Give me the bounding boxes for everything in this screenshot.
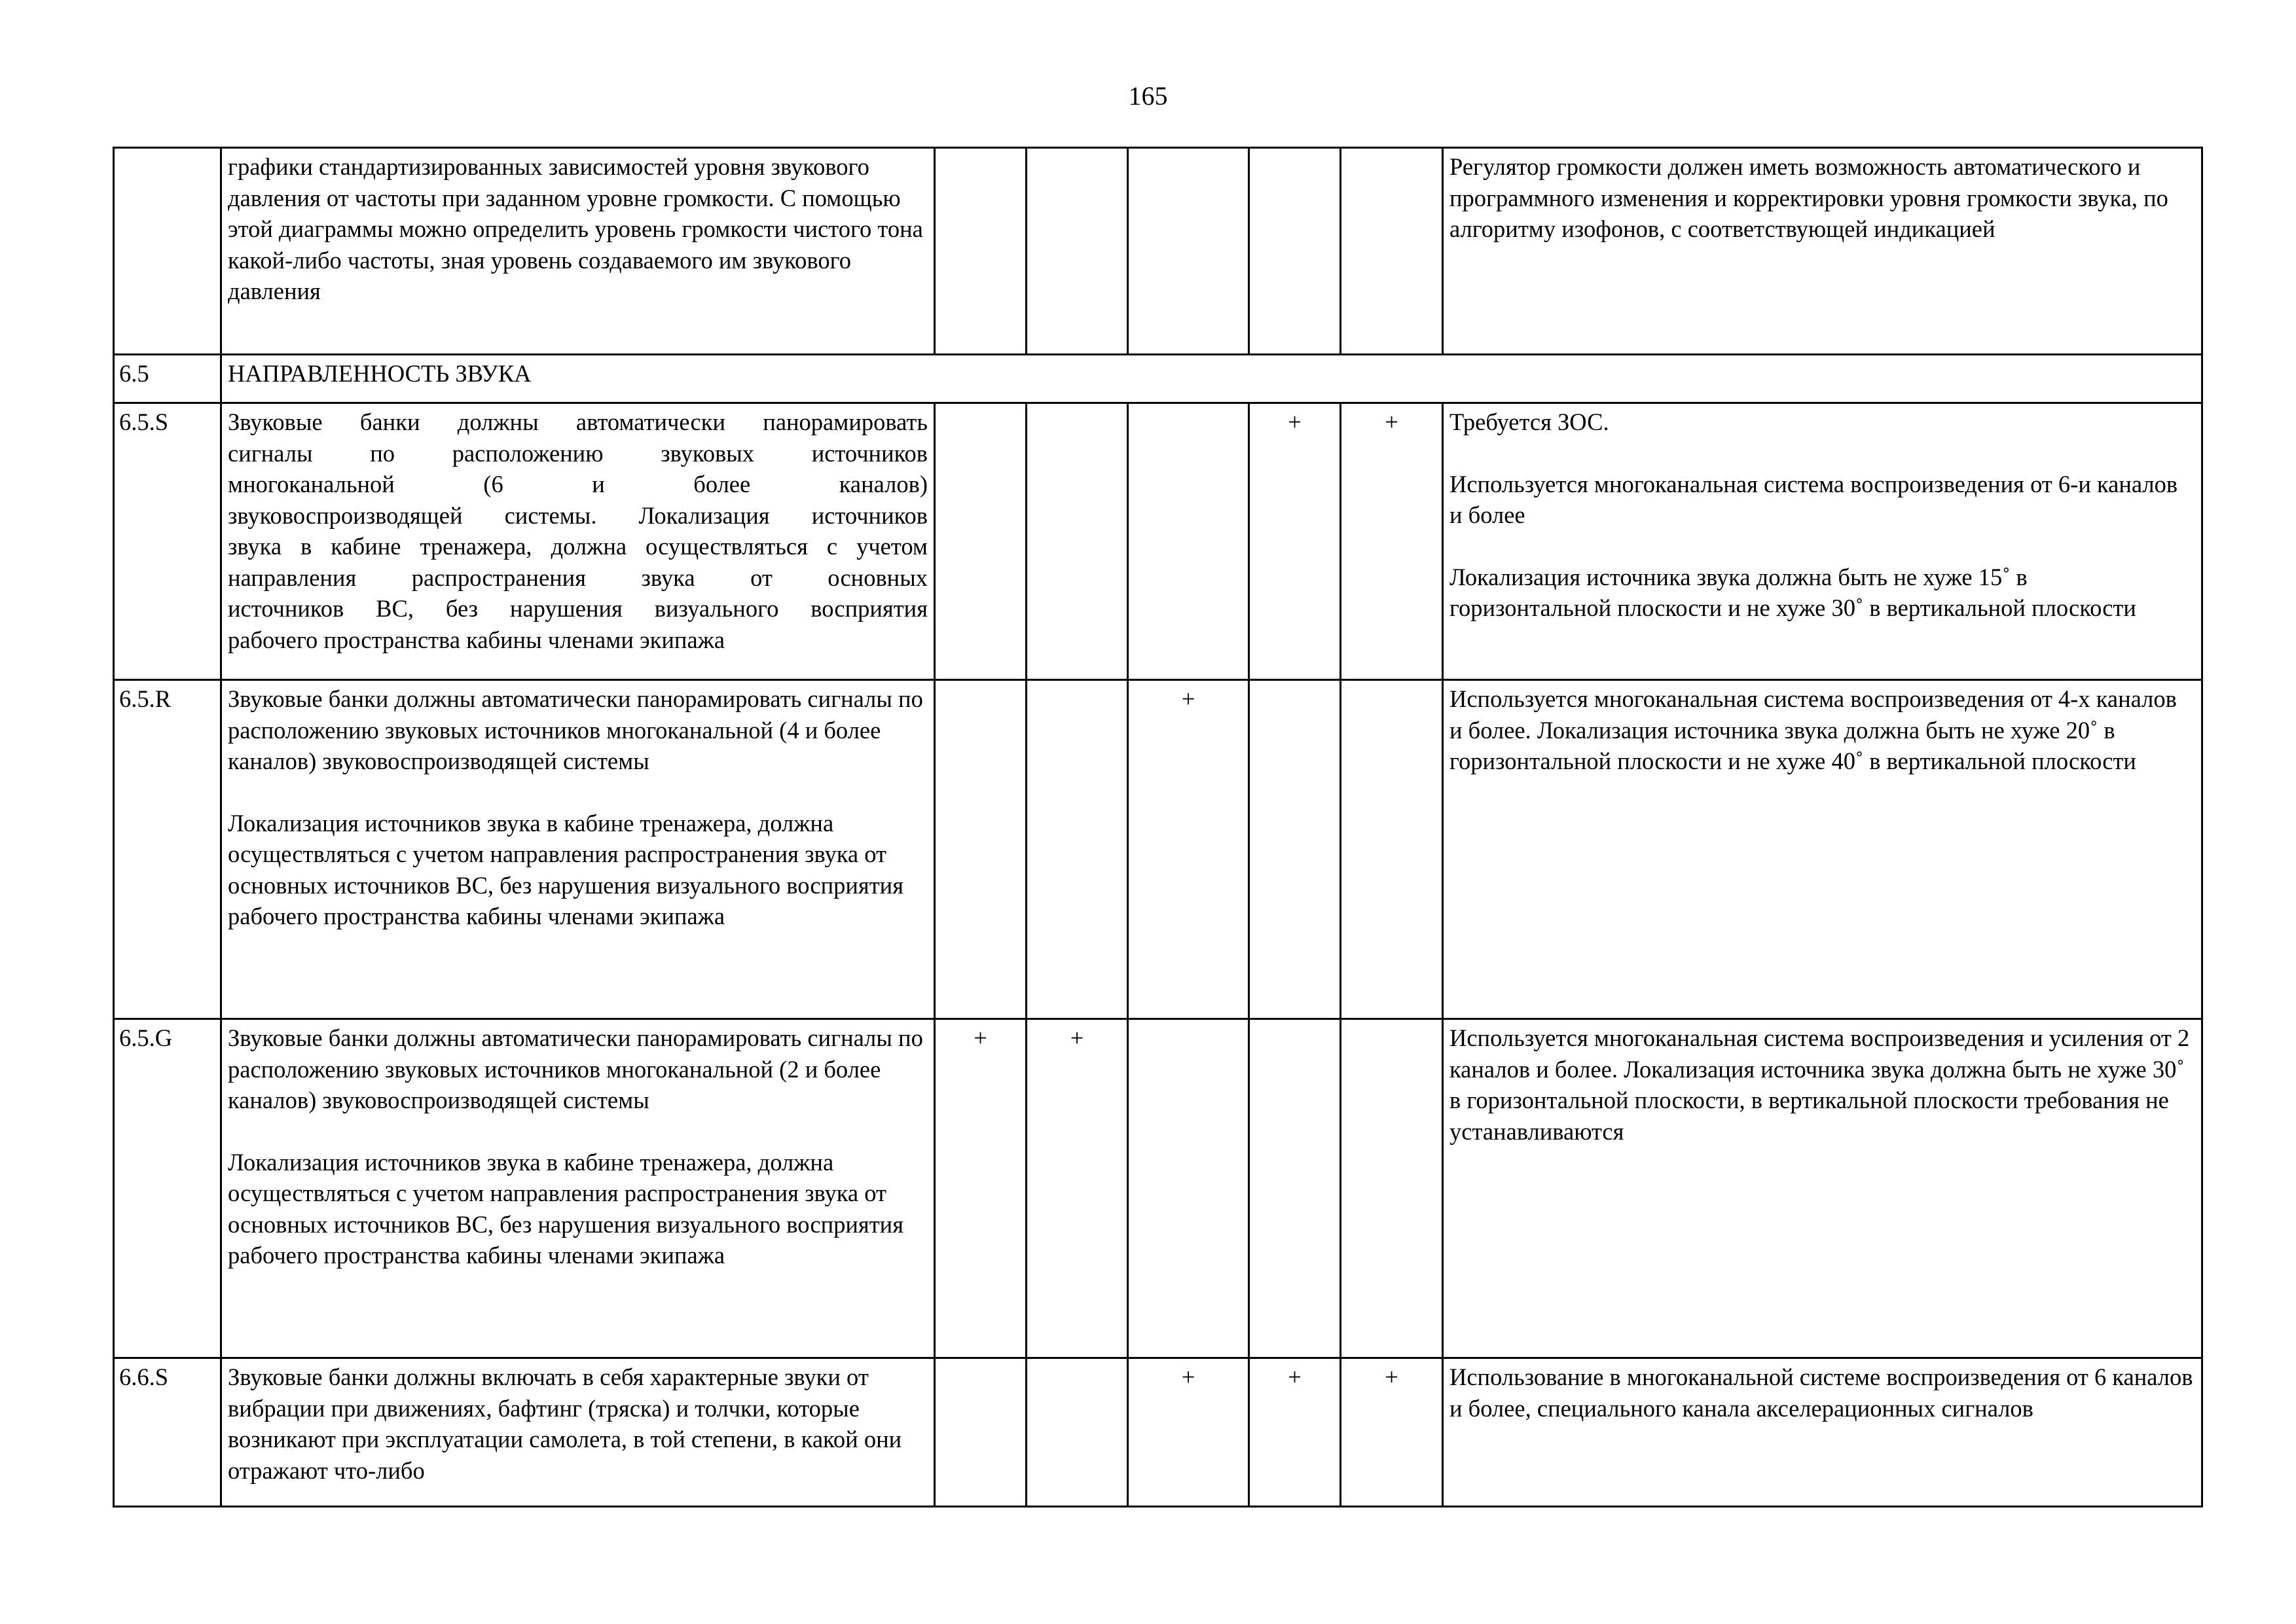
- row-description: [221, 403, 935, 680]
- mark-cell: [1341, 148, 1443, 355]
- table-row: [114, 403, 2202, 680]
- mark-cell: [1027, 1358, 1128, 1507]
- mark-cell: [1027, 680, 1128, 1019]
- description-line: направления распространения звука от основных: [228, 564, 928, 591]
- row-comment: [1443, 680, 2202, 1019]
- row-description: [221, 1358, 935, 1507]
- comment-paragraph: Используется многоканальная система воспроизведения от 6-и каналов и более: [1449, 470, 2178, 528]
- description-line: источников ВС, без нарушения визуального восприятия: [228, 595, 928, 622]
- mark-cell: [935, 1358, 1027, 1507]
- mark-cell: [1249, 1019, 1341, 1358]
- mark-cell: [1249, 680, 1341, 1019]
- description-paragraph: Звуковые банки должны автоматически панорамировать сигналы по расположению звуковых источников многоканальной (4 и более каналов) звуковоспроизводящей системы: [228, 685, 923, 774]
- mark-cell: +: [1249, 1358, 1341, 1507]
- mark-cell: [1128, 403, 1249, 680]
- description-paragraph: Звуковые банки должны включать в себя характерные звуки от вибрации при движениях, бафтинг (тряска) и толчки, которые возникают при эксплуатации самолета, в той степени, в какой они отражают что-либо: [228, 1363, 902, 1484]
- mark-cell: +: [1128, 1358, 1249, 1507]
- description-paragraph: Звуковые банки должны автоматически панорамировать сигналы по расположению звуковых источников многоканальной (2 и более каналов) звуковоспроизводящей системы: [228, 1024, 923, 1113]
- mark-cell: [1027, 403, 1128, 680]
- paragraph-gap: [1449, 531, 2195, 562]
- table-row: [114, 1019, 2202, 1358]
- row-number: [114, 148, 221, 355]
- row-comment: [1443, 1358, 2202, 1507]
- row-number: 6.5.R: [114, 680, 221, 1019]
- mark-cell: [1341, 680, 1443, 1019]
- mark-cell: [935, 148, 1027, 355]
- description-line: сигналы по расположению звуковых источников: [228, 439, 928, 467]
- row-description: [221, 148, 935, 355]
- table-row: [114, 680, 2202, 1019]
- row-number: 6.5: [114, 355, 221, 403]
- mark-cell: +: [935, 1019, 1027, 1358]
- mark-cell: [1341, 1019, 1443, 1358]
- paragraph-gap: [1449, 438, 2195, 469]
- description-paragraph: графики стандартизированных зависимостей уровня звукового давления от частоты при заданном уровне громкости. С помощью этой диаграммы можно определить уровень громкости чистого тона какой-либо частоты, зная уровень создаваемого им звукового давления: [228, 153, 923, 304]
- mark-cell: [1128, 1019, 1249, 1358]
- description-line: многоканальной (6 и более каналов): [228, 471, 928, 497]
- comment-paragraph: Требуется ЗОС.: [1449, 408, 1609, 435]
- mark-cell: +: [1341, 1358, 1443, 1507]
- table-row: [114, 148, 2202, 355]
- comment-paragraph: Использование в многоканальной системе воспроизведения от 6 каналов и более, специального канала акселерационных сигналов: [1449, 1363, 2193, 1422]
- description-line: Звуковые банки должны автоматически панорамировать: [228, 408, 928, 435]
- row-number: 6.5.S: [114, 403, 221, 680]
- comment-paragraph: Локализация источника звука должна быть не хуже 15˚ в горизонтальной плоскости и не хуже 30˚ в вертикальной плоскости: [1449, 563, 2136, 621]
- mark-cell: [935, 403, 1027, 680]
- mark-cell: [1128, 148, 1249, 355]
- row-description: [221, 1019, 935, 1358]
- page-number: 165: [1128, 81, 1168, 111]
- mark-cell: +: [1128, 680, 1249, 1019]
- description-line: звуковоспроизводящей системы. Локализация источников: [228, 501, 928, 529]
- mark-cell: [1027, 148, 1128, 355]
- row-number: 6.6.S: [114, 1358, 221, 1507]
- paragraph-gap: [228, 777, 928, 808]
- comment-paragraph: Используется многоканальная система воспроизведения и усиления от 2 каналов и более. Локализация источника звука должна быть не хуже 30˚ в горизонтальной плоскости, в вертикальной плоскости требования не устанавливаются: [1449, 1024, 2190, 1145]
- description-line: рабочего пространства кабины членами экипажа: [228, 626, 725, 653]
- row-comment: [1443, 1019, 2202, 1358]
- section-row: [114, 355, 2202, 403]
- description-line: звука в кабине тренажера, должна осуществляться с учетом: [228, 533, 928, 560]
- requirements-table: [113, 147, 2203, 1507]
- mark-cell: [935, 680, 1027, 1019]
- row-comment: [1443, 148, 2202, 355]
- table-row: [114, 1358, 2202, 1507]
- comment-paragraph: Используется многоканальная система воспроизведения от 4-х каналов и более. Локализация источника звука должна быть не хуже 20˚ в горизонтальной плоскости и не хуже 40˚ в вертикальной плоскости: [1449, 685, 2177, 774]
- row-description: [221, 680, 935, 1019]
- mark-cell: +: [1249, 403, 1341, 680]
- description-paragraph: Локализация источников звука в кабине тренажера, должна осуществляться с учетом направления распространения звука от основных источников ВС, без нарушения визуального восприятия рабочего пространства кабины членами экипажа: [228, 809, 903, 929]
- comment-paragraph: Регулятор громкости должен иметь возможность автоматического и программного изменения и корректировки уровня громкости звука, по алгоритму изофонов, с соответствующей индикацией: [1449, 153, 2168, 242]
- mark-cell: [1249, 148, 1341, 355]
- section-title: НАПРАВЛЕННОСТЬ ЗВУКА: [221, 355, 2202, 403]
- row-comment: [1443, 403, 2202, 680]
- description-paragraph: Локализация источников звука в кабине тренажера, должна осуществляться с учетом направления распространения звука от основных источников ВС, без нарушения визуального восприятия рабочего пространства кабины членами экипажа: [228, 1148, 903, 1269]
- mark-cell: +: [1341, 403, 1443, 680]
- row-number: 6.5.G: [114, 1019, 221, 1358]
- mark-cell: +: [1027, 1019, 1128, 1358]
- paragraph-gap: [228, 1116, 928, 1147]
